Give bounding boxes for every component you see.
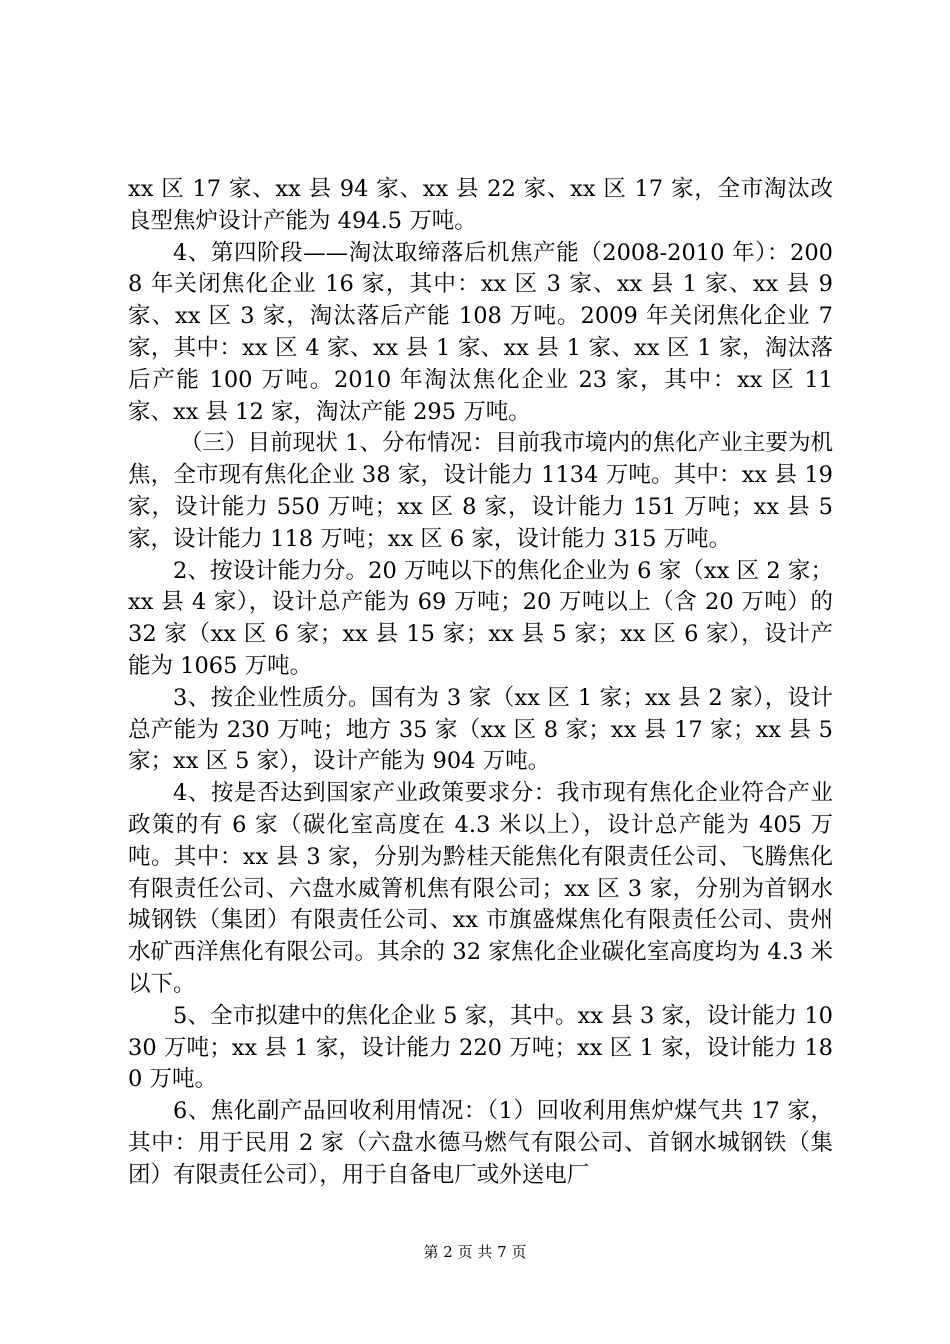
paragraph-7: 5、全市拟建中的焦化企业 5 家，其中。xx 县 3 家，设计能力 1030 万吨；xx 县 1 家，设计能力 220 万吨；xx 区 1 家，设计能力 180 万吨。	[128, 1002, 833, 1093]
paragraph-2: 4、第四阶段——淘汰取缔落后机焦产能（2008-2010 年）：2008 年关闭焦化企业 16 家，其中：xx 区 3 家、xx 县 1 家、xx 县 9 家、xx 区 3 家，淘汰落后产能 108 万吨。2009 年关闭焦化企业 7 家，其中：xx 区 4 家、xx 县 1 家、xx 县 1 家、xx 区 1 家，淘汰落后产能 100 万吨。2010 年淘汰焦化企业 23 家，其中：xx 区 11 家、xx 县 12 家，淘汰产能 295 万吨。	[128, 239, 833, 425]
paragraph-6: 4、按是否达到国家产业政策要求分：我市现有焦化企业符合产业政策的有 6 家（碳化室高度在 4.3 米以上），设计总产能为 405 万吨。其中：xx 县 3 家，分别为黔桂天能焦化有限责任公司、飞腾焦化有限责任公司、六盘水威箐机焦有限公司；xx 区 3 家，分别为首钢水城钢铁（集团）有限责任公司、xx 市旗盛煤焦化有限责任公司、贵州水矿西洋焦化有限公司。其余的 32 家焦化企业碳化室高度均为 4.3 米以下。	[128, 780, 833, 997]
paragraph-8: 6、焦化副产品回收利用情况：（1）回收利用焦炉煤气共 17 家，其中：用于民用 2 家（六盘水德马燃气有限公司、首钢水城钢铁（集团）有限责任公司），用于自备电厂或外送电厂	[128, 1098, 833, 1188]
page-footer: 第 2 页 共 7 页	[423, 1243, 527, 1261]
paragraph-3: （三）目前现状 1、分布情况：目前我市境内的焦化产业主要为机焦，全市现有焦化企业 38 家，设计能力 1134 万吨。其中：xx 县 19 家，设计能力 550 万吨；xx 区 8 家，设计能力 151 万吨；xx 县 5 家，设计能力 118 万吨；xx 区 6 家，设计能力 315 万吨。	[128, 430, 833, 552]
document-body	[128, 174, 833, 1192]
paragraph-4: 2、按设计能力分。20 万吨以下的焦化企业为 6 家（xx 区 2 家；xx 县 4 家），设计总产能为 69 万吨；20 万吨以上（含 20 万吨）的 32 家（xx 区 6 家；xx 县 15 家；xx 县 5 家；xx 区 6 家），设计产能为 1065 万吨。	[128, 557, 833, 679]
paragraph-1: xx 区 17 家、xx 县 94 家、xx 县 22 家、xx 区 17 家，全市淘汰改良型焦炉设计产能为 494.5 万吨。	[128, 176, 833, 234]
paragraph-5: 3、按企业性质分。国有为 3 家（xx 区 1 家；xx 县 2 家），设计总产能为 230 万吨；地方 35 家（xx 区 8 家；xx 县 17 家；xx 县 5 家；xx 区 5 家），设计产能为 904 万吨。	[128, 684, 833, 775]
